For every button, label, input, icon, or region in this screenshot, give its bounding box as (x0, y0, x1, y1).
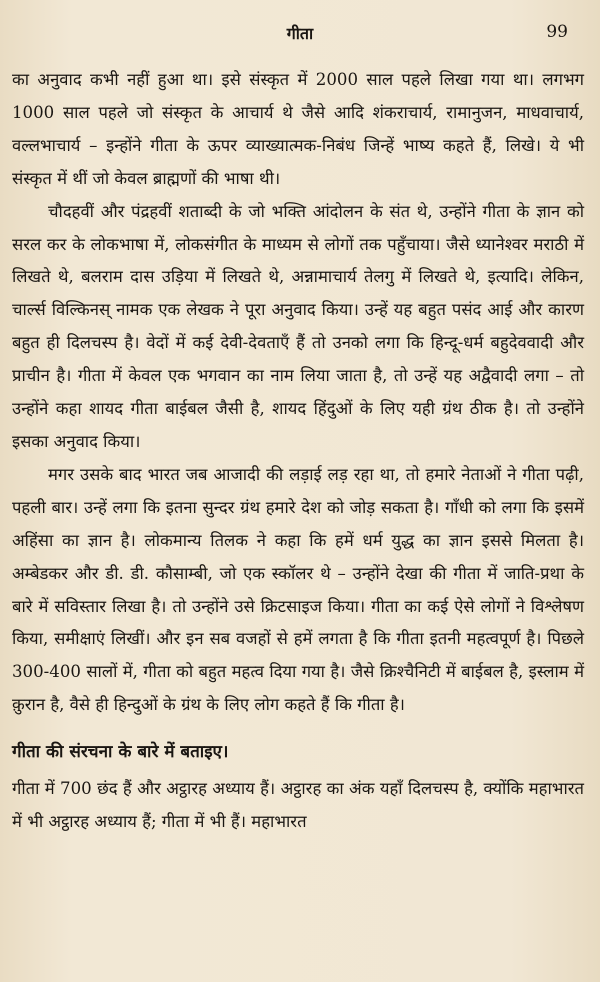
page-body (12, 64, 584, 839)
paragraph-bhakti: चौदहवीं और पंद्रहवीं शताब्दी के जो भक्ति आंदोलन के संत थे, उन्होंने गीता के ज्ञान को सरल कर के लोकभाषा में, लोकसंगीत के माध्यम से लोगों तक पहुँचाया। जैसे ध्यानेश्वर मराठी में लिखते थे, बलराम दास उड़िया में लिखते थे, अन्नामाचार्य तेलगु में लिखते थे, इत्यादि। लेकिन, चार्ल्स विल्किनस् नामक एक लेखक ने पूरा अनुवाद किया। उन्हें यह बहुत पसंद आई और कारण बहुत ही दिलचस्प है। वेदों में कई देवी-देवताएँ हैं तो उनको लगा कि हिन्दू-धर्म बहुदेववादी और प्राचीन है। गीता में केवल एक भगवान का नाम लिया जाता है, तो उन्हें यह अद्वैवादी लगा – तो उन्होंने कहा शायद गीता बाईबल जैसी है, शायद हिंदुओं के लिए यही ग्रंथ ठीक है। तो उन्होंने इसका अनुवाद किया। (12, 201, 584, 451)
section-heading: गीता की संरचना के बारे में बताइए। (12, 742, 229, 763)
paragraph-continuation: का अनुवाद कभी नहीं हुआ था। इसे संस्कृत में 2000 साल पहले लिखा गया था। लगभग 1000 साल पहले जो संस्कृत के आचार्य थे जैसे आदि शंकराचार्य, रामानुजन, माधवाचार्य, वल्लभाचार्य – इन्होंने गीता के ऊपर व्याख्यात्मक-निबंध जिन्हें भाष्य कहते हैं, लिखे। ये भी संस्कृत में थीं जो केवल ब्राह्मणों की भाषा थी। (12, 70, 584, 188)
paragraph-structure: गीता में 700 छंद हैं और अट्ठारह अध्याय हैं। अट्ठारह का अंक यहाँ दिलचस्प है, क्योंकि महाभारत में भी अट्ठारह अध्याय हैं; गीता में भी हैं। महाभारत (12, 779, 584, 831)
page-number: 99 (546, 22, 568, 42)
paragraph-freedom-struggle: मगर उसके बाद भारत जब आजादी की लड़ाई लड़ रहा था, तो हमारे नेताओं ने गीता पढ़ी, पहली बार। उन्हें लगा कि इतना सुन्दर ग्रंथ हमारे देश को जोड़ सकता है। गाँधी को लगा कि इसमें अहिंसा का ज्ञान है। लोकमान्य तिलक ने कहा कि हमें धर्म युद्ध का ज्ञान इससे मिलता है। अम्बेडकर और डी. डी. कौसाम्बी, जो एक स्कॉलर थे – उन्होंने देखा की गीता में जाति-प्रथा के बारे में सविस्तार लिखा है। तो उन्होंने उसे क्रिटसाइज किया। गीता का कई ऐसे लोगों ने विश्लेषण किया, समीक्षाएं लिखीं। और इन सब वजहों से हमें लगता है कि गीता इतनी महत्वपूर्ण है। पिछले 300-400 सालों में, गीता को बहुत महत्व दिया गया है। जैसे क्रिश्चैनिटी में बाईबल है, इस्लाम में क़ुरान है, वैसे ही हिन्दुओं के ग्रंथ के लिए लोग कहते हैं कि गीता है। (12, 464, 584, 715)
running-title: गीता (286, 24, 314, 43)
page-header (0, 22, 600, 46)
